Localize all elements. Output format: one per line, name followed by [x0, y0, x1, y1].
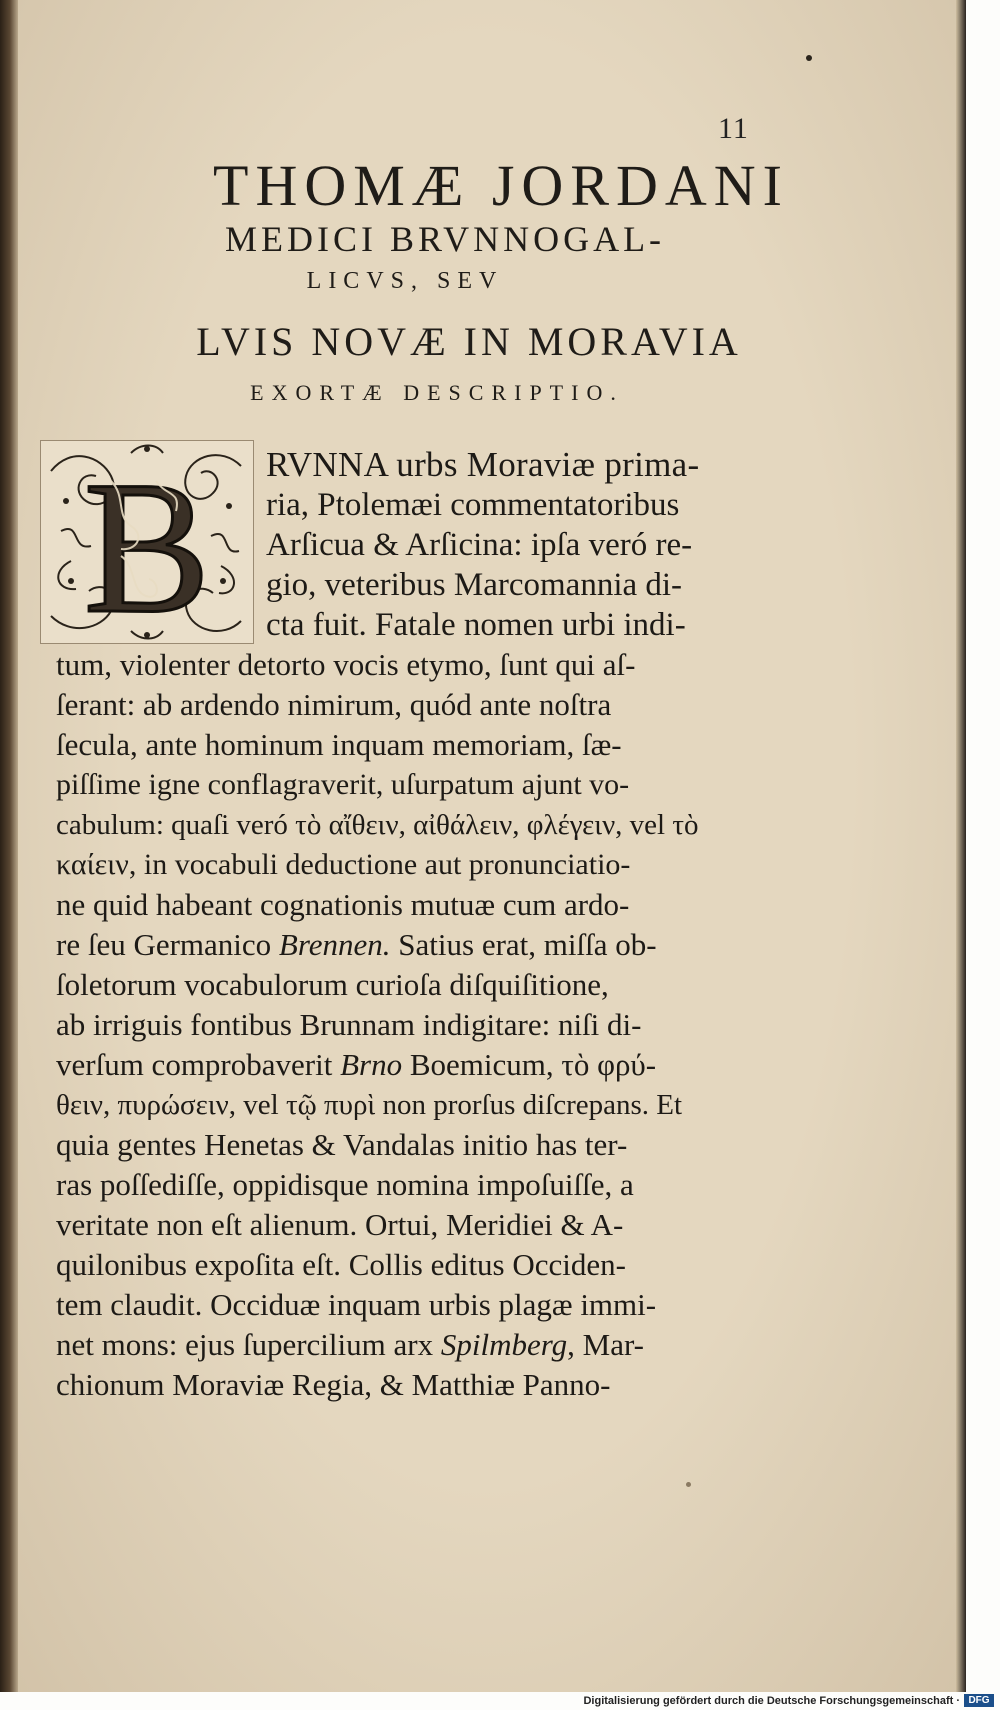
title-line-1: THOMÆ JORDANI: [213, 153, 789, 218]
ornamental-initial-icon: [41, 441, 253, 643]
title-line-2: MEDICI BRVNNOGAL-: [224, 219, 666, 259]
text-line: ſoletorum vocabulorum curioſa diſquiſitione,: [56, 967, 609, 1002]
ink-speck: [806, 55, 812, 61]
text-line: cta fuit. Fatale nomen urbi indi-: [266, 607, 686, 643]
page-number: 11: [718, 112, 749, 145]
text-line: [56, 1326, 644, 1364]
italic-word: Spilmberg: [440, 1327, 568, 1362]
text-segment: re ſeu Germanico: [56, 927, 272, 962]
text-line: ria, Ptolemæi commentatoribus: [266, 487, 680, 523]
italic-word: Brennen.: [278, 927, 391, 962]
text-line: tem claudit. Occiduæ inquam urbis plagæ immi-: [56, 1287, 657, 1322]
italic-word: Brno: [340, 1047, 403, 1082]
text-segment: verſum comprobaverit: [56, 1047, 333, 1082]
text-line: Arſicua & Arſicina: ipſa veró re-: [266, 527, 693, 563]
text-line: quia gentes Henetas & Vandalas initio has ter-: [56, 1127, 628, 1162]
digitization-credit: Digitalisierung gefördert durch die Deutsche Forschungsgemeinschaft ·: [583, 1695, 960, 1707]
text-line: gio, veteribus Marcomannia di-: [266, 567, 683, 603]
text-line: piſſime igne conflagraverit, uſurpatum ajunt vo-: [56, 768, 630, 801]
title-line-4: LVIS NOVÆ IN MORAVIA: [196, 319, 742, 364]
ink-speck: [686, 1482, 691, 1487]
text-segment: Satius erat, miſſa ob-: [390, 927, 657, 962]
text-line: tum, violenter detorto vocis etymo, ſunt qui aſ-: [56, 647, 636, 682]
text-line: [56, 1046, 656, 1084]
text-segment: net mons: ejus ſupercilium arx: [56, 1327, 434, 1362]
book-page: [18, 0, 956, 1692]
text-line: ne quid habeant cognationis mutuæ cum ardo-: [56, 887, 630, 922]
svg-text:B: B: [83, 443, 211, 643]
text-line: ab irriguis fontibus Brunnam indigitare: niſi di-: [56, 1007, 642, 1042]
dfg-logo: DFG: [964, 1694, 994, 1707]
text-line: chionum Moraviæ Regia, & Matthiæ Panno-: [56, 1367, 611, 1402]
text-segment: Boemicum, τὸ φρύ-: [402, 1047, 657, 1082]
text-line: RVNNA urbs Moraviæ prima-: [266, 445, 700, 484]
text-line: quilonibus expoſita eſt. Collis editus Occiden-: [56, 1247, 626, 1282]
title-line-3: LICVS, SEV: [306, 268, 504, 294]
text-line: θειν, πυρώσειν, vel τῷ πυρὶ non prorſus diſcrepans. Et: [56, 1089, 683, 1121]
text-line: veritate non eſt alienum. Ortui, Meridiei & A-: [56, 1207, 624, 1242]
text-line: ſecula, ante hominum inquam memoriam, ſæ-: [56, 727, 622, 762]
text-segment: , Mar-: [567, 1327, 644, 1362]
text-line: [56, 926, 657, 964]
text-line: ras poſſediſſe, oppidisque nomina impoſuiſſe, a: [56, 1167, 634, 1202]
decorated-initial-b: [40, 440, 254, 644]
text-line: cabulum: quaſi veró τὸ αἴθειν, αἰθάλειν, φλέγειν, vel τὸ: [56, 809, 699, 841]
page-edge: [956, 0, 966, 1692]
title-line-5: EXORTÆ DESCRIPTIO.: [250, 380, 624, 405]
text-line: καίειν, in vocabuli deductione aut pronunciatio-: [56, 848, 631, 881]
text-line: ſerant: ab ardendo nimirum, quód ante noſtra: [56, 687, 612, 722]
